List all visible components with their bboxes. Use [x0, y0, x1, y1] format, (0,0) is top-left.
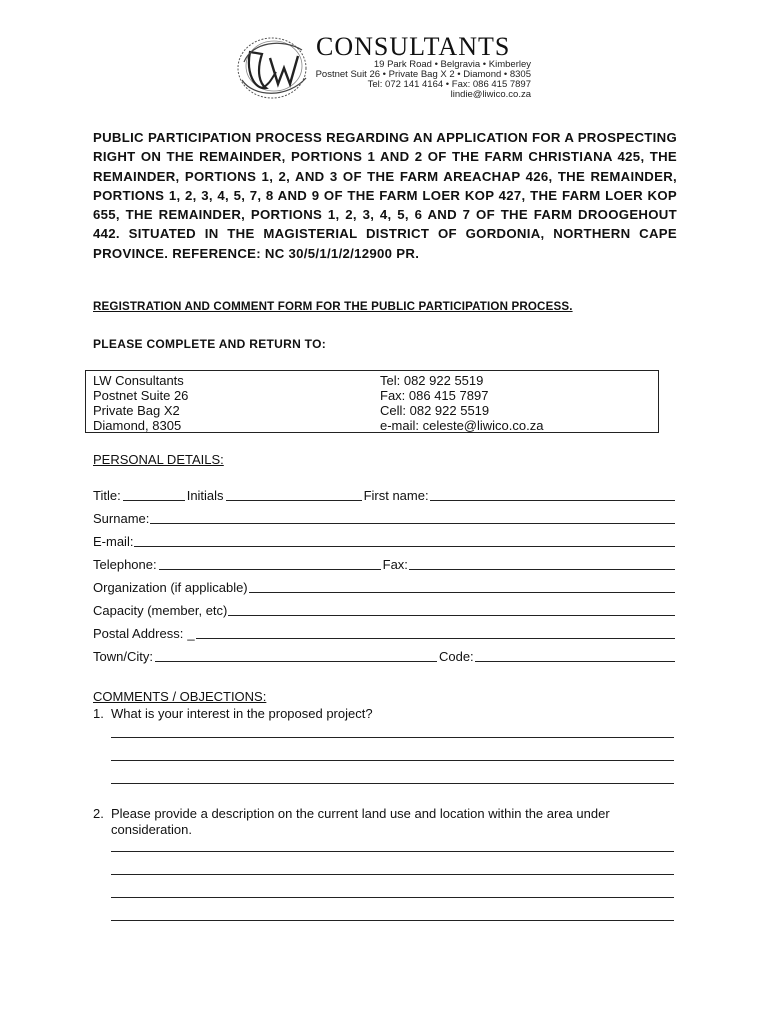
answer-line[interactable] [111, 851, 674, 852]
answer-line[interactable] [111, 760, 674, 761]
postal-row [93, 623, 676, 641]
address-line: Tel: 072 141 4164 • Fax: 086 415 7897 [367, 79, 531, 90]
initials-field[interactable] [226, 488, 362, 501]
organization-label: Organization (if applicable) [93, 580, 248, 595]
contact-line: Cell: 082 922 5519 [380, 403, 490, 418]
question-text-cont: consideration. [111, 822, 192, 837]
email-field[interactable] [134, 534, 675, 547]
organization-field[interactable] [249, 580, 675, 593]
first-name-field[interactable] [430, 488, 675, 501]
postal-label: Postal Address: [93, 626, 184, 641]
form-subtitle: REGISTRATION AND COMMENT FORM FOR THE PUBLIC PARTICIPATION PROCESS. [93, 300, 573, 313]
company-name: CONSULTANTS [316, 32, 511, 61]
surname-row [93, 508, 676, 526]
address-line: 19 Park Road • Belgravia • Kimberley [373, 59, 531, 70]
town-label: Town/City: [93, 649, 153, 664]
answer-line[interactable] [111, 897, 674, 898]
surname-field[interactable] [150, 511, 675, 524]
contact-line: Tel: 082 922 5519 [380, 373, 484, 388]
telephone-row [93, 554, 676, 572]
town-row [93, 646, 676, 664]
question-text: Please provide a description on the current land use and location within the area under [111, 806, 610, 821]
fax-field[interactable] [409, 557, 675, 570]
title-field[interactable] [123, 488, 185, 501]
first-name-label: First name: [363, 488, 429, 503]
telephone-field[interactable] [159, 557, 381, 570]
contact-line: Fax: 086 415 7897 [380, 388, 489, 403]
question-text: What is your interest in the proposed project? [111, 706, 373, 721]
question-number: 1. [93, 706, 104, 721]
title-label: Title: [93, 488, 121, 503]
contact-numbers [380, 373, 543, 433]
answer-line[interactable] [111, 920, 674, 921]
organization-row [93, 577, 676, 595]
postal-field[interactable] [196, 626, 675, 639]
fax-label: Fax: [382, 557, 408, 572]
answer-line[interactable] [111, 783, 674, 784]
telephone-label: Telephone: [93, 557, 157, 572]
contact-line: LW Consultants [93, 373, 184, 388]
lw-logo [232, 32, 314, 102]
code-label: Code: [438, 649, 474, 664]
address-line: Postnet Suit 26 • Private Bag X 2 • Diamond • 8305 [315, 69, 531, 80]
capacity-row [93, 600, 676, 618]
contact-address [93, 373, 188, 433]
contact-line: Diamond, 8305 [93, 418, 182, 433]
question-1 [93, 706, 373, 722]
comments-heading: COMMENTS / OBJECTIONS: [93, 689, 267, 704]
surname-label: Surname: [93, 511, 150, 526]
initials-label: Initials [186, 488, 224, 503]
answer-line[interactable] [111, 737, 674, 738]
document-title: PUBLIC PARTICIPATION PROCESS REGARDING AN APPLICATION FOR A PROSPECTING RIGHT ON THE REMAINDER, PORTIONS 1 AND 2 OF THE FARM CHRISTIANA 425, THE REMAINDER, PORTIONS 1, 2, AND 3 OF THE FARM AREACHAP 426, THE REMAINDER, PORTIONS 1, 2, 3, 4, 5, 7, 8 AND 9 OF THE FARM LOER KOP 427, THE FARM LOER KOP 655, THE REMAINDER, PORTIONS 1, 2, 3, 4, 5, 6 AND 7 OF THE FARM DROOGEHOUT 442. SITUATED IN THE MAGISTERIAL DISTRICT OF GORDONIA, NORTHERN CAPE PROVINCE. REFERENCE: NC 30/5/1/1/2/12900 PR. [93, 130, 677, 261]
title-row [93, 485, 676, 503]
contact-line: Private Bag X2 [93, 403, 180, 418]
answer-line[interactable] [111, 874, 674, 875]
capacity-field[interactable] [228, 603, 675, 616]
return-heading: PLEASE COMPLETE AND RETURN TO: [93, 337, 327, 351]
postal-prefix: _ [187, 626, 195, 641]
personal-details-heading: PERSONAL DETAILS: [93, 452, 224, 467]
contact-email[interactable]: e-mail: celeste@liwico.co.za [380, 418, 544, 433]
email-label: E-mail: [93, 534, 134, 549]
email-row [93, 531, 676, 549]
question-number: 2. [93, 806, 104, 821]
contact-line: Postnet Suite 26 [93, 388, 189, 403]
address-line: lindie@liwico.co.za [450, 89, 531, 100]
code-field[interactable] [475, 649, 675, 662]
question-2 [93, 806, 610, 838]
capacity-label: Capacity (member, etc) [93, 603, 228, 618]
town-field[interactable] [155, 649, 437, 662]
